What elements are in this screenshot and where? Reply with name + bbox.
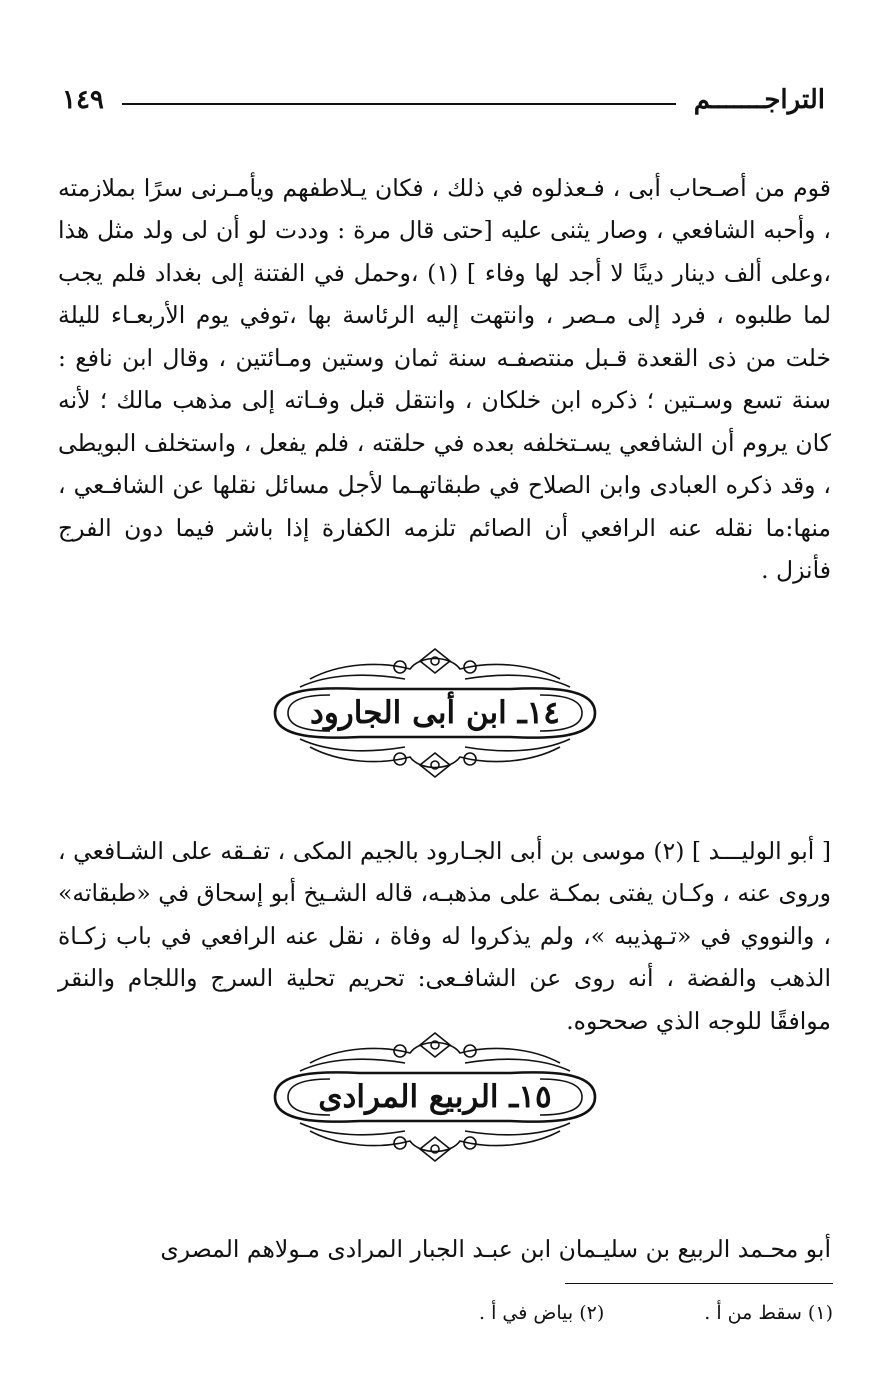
ornamental-heading-14 (240, 643, 630, 783)
biography-paragraph-13-end: قوم من أصـحاب أبى ، فـعذلوه في ذلك ، فكان يـلاطفهم ويأمـرنى سرًا بملازمته ، وأحبه الشافعي ، وصار يثنى عليه [حتى قال مرة : وددت لو أن لى ولد مثل هذا ،وعلى ألف دينار دينًا لا أجد لها وفاء ] (١) ،وحمل في الفتنة إلى بغداد فلم يجب لما طلبوه ، فرد إلى مـصر ، وانتهت إليه الرئاسة بها ،توفي يوم الأربعـاء لليلة خلت من ذى القعدة قـبل منتصفـه سنة ثمان وستين ومـائتين ، وقال ابن نافع : سنة تسع وسـتين ؛ ذكره ابن خلكان ، وانتقل قبل وفـاته إلى مذهب مالك ؛ لأنه كان يروم أن الشافعي يسـتخلفه بعده في حلقته ، فلم يفعل ، واستخلف البويطى ، وقد ذكره العبادى وابن الصلاح في طبقاتهـما لأجل مسائل نقلها عن الشافـعي ، منها:ما نقله عنه الرافعي أن الصائم تلزمه الكفارة إذا باشر فيما دون الفرج فأنزل . (58, 173, 831, 584)
header-rule (122, 103, 676, 105)
biography-paragraph-15-start: أبو محـمد الربيع بن سليـمان ابن عبـد الجبار المرادى مـولاهم المصرى (160, 1234, 831, 1263)
heading-title-14: ١٤ـ ابن أبى الجارود (310, 695, 560, 731)
footnote-2: (٢) بياض في أ . (479, 1302, 605, 1324)
heading-title-15: ١٥ـ الربيع المرادى (318, 1079, 552, 1115)
running-header (62, 82, 825, 118)
footnote-rule (565, 1283, 833, 1284)
biography-paragraph-14: [ أبو الوليـــد ] (٢) موسى بن أبى الجـارود بالجيم المكى ، تفـقه على الشـافعي ، وروى عنه ، وكـان يفتى بمكـة على مذهبـه، قاله الشـيخ أبو إسحاق في «طبقاته» ، والنووي في «تـهذيبه »، ولم يذكروا له وفاة ، نقل عنه الرافعي في باب زكـاة الذهب والفضة ، أنه روى عن الشافـعى: تحريم تحلية السرج واللجام والنقر موافقًا للوجه الذي صححوه. (58, 836, 832, 1035)
running-title: التراجـــــــم (693, 85, 825, 115)
footnotes (300, 1302, 833, 1332)
page-number: ١٤٩ (62, 85, 104, 115)
ornamental-heading-15 (240, 1027, 630, 1167)
footnote-1: (١) سقط من أ . (704, 1302, 833, 1324)
